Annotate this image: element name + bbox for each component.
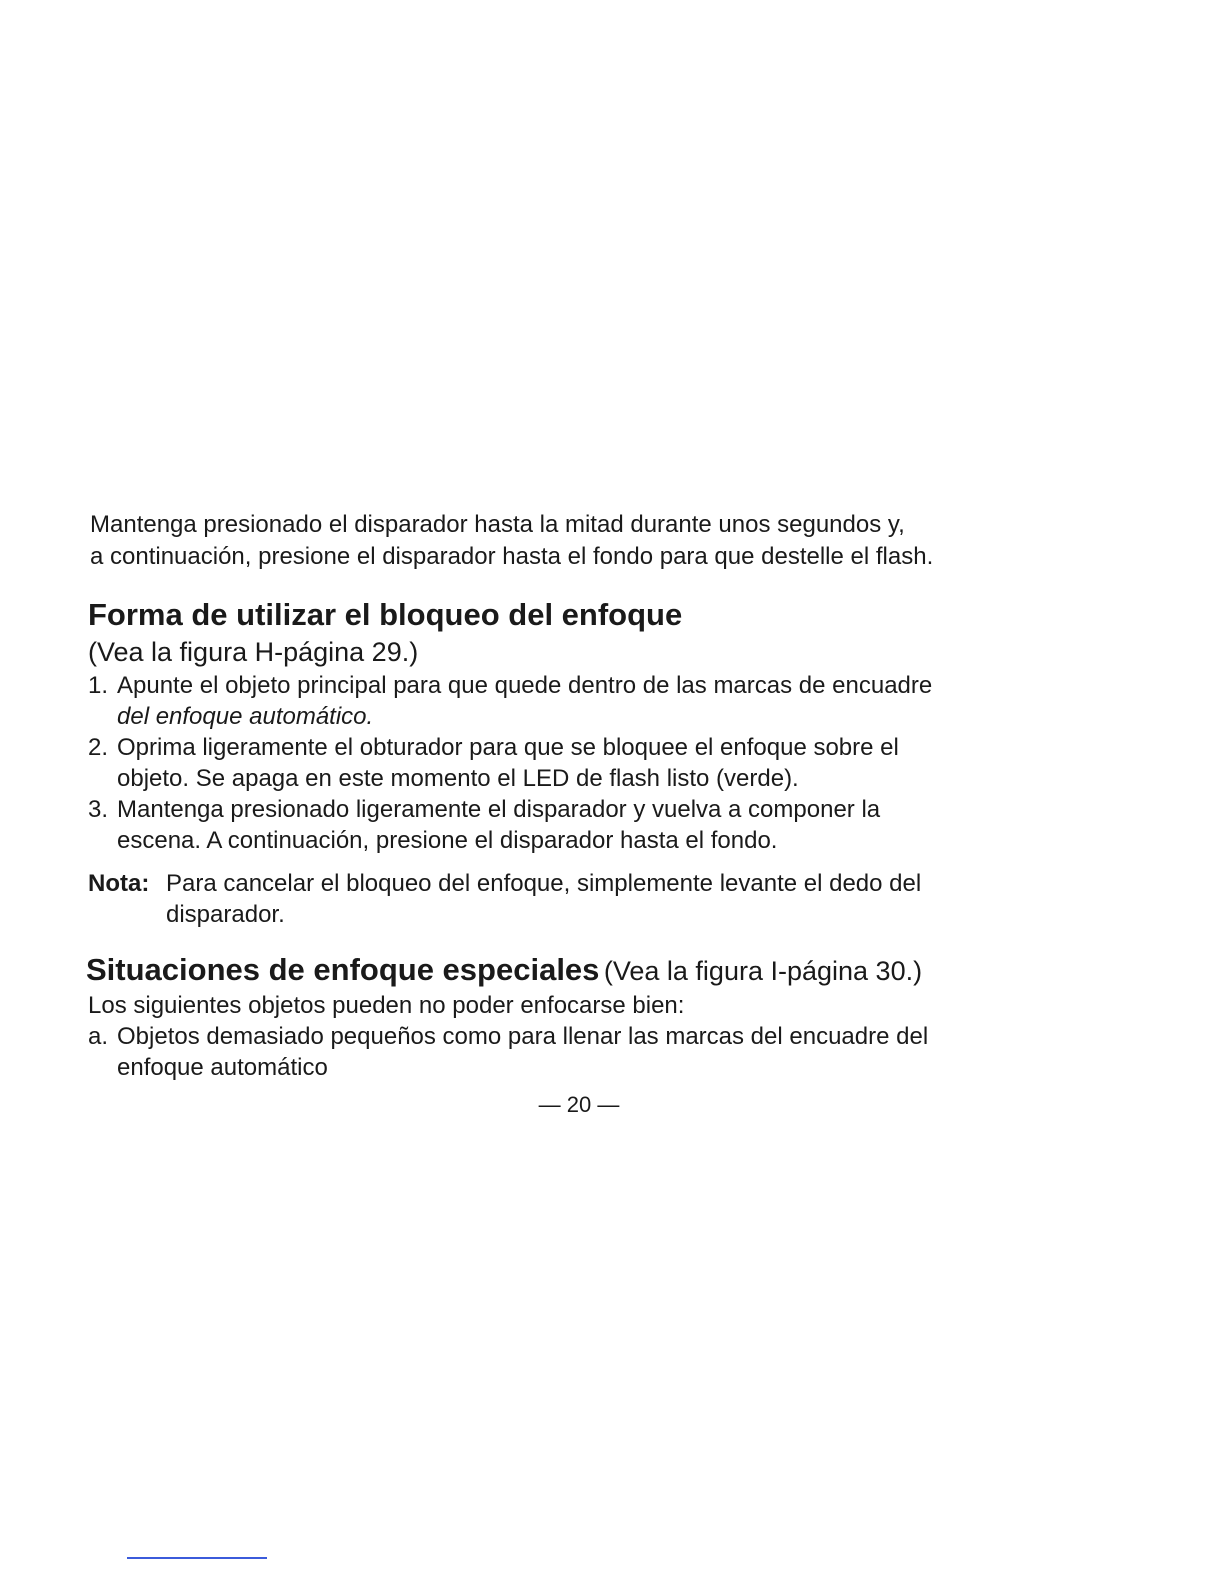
page-number: — 20 —: [538, 1092, 620, 1117]
item-text-line-1: Objetos demasiado pequeños como para llenar las marcas del encuadre del: [117, 1023, 929, 1050]
list-item: [88, 670, 1098, 732]
item-text-line-2: enfoque automático: [117, 1054, 328, 1081]
bottom-divider: [127, 1557, 267, 1559]
list-item: [88, 732, 1098, 794]
intro-paragraph: [90, 509, 1090, 573]
focus-lock-steps: [88, 670, 1098, 856]
intro-line-1: Mantenga presionado el disparador hasta la mitad durante unos segundos y,: [90, 511, 905, 538]
note-text-line-2: disparador.: [166, 901, 285, 928]
step-text-line-2: del enfoque automático.: [117, 703, 374, 730]
section-figure-reference: (Vea la figura H-página 29.): [88, 637, 419, 667]
section-lead-text: Los siguientes objetos pueden no poder enfocarse bien:: [88, 992, 685, 1019]
step-text-line-1: Apunte el objeto principal para que quede dentro de las marcas de encuadre: [117, 672, 933, 699]
step-text-line-2: escena. A continuación, presione el disparador hasta el fondo.: [117, 827, 778, 854]
step-text-line-2: objeto. Se apaga en este momento el LED de flash listo (verde).: [117, 765, 799, 792]
step-number: 3.: [88, 796, 109, 823]
step-text-line-1: Oprima ligeramente el obturador para que se bloquee el enfoque sobre el: [117, 734, 899, 761]
note-label: Nota:: [88, 870, 150, 897]
intro-line-2: a continuación, presione el disparador hasta el fondo para que destelle el flash.: [90, 543, 934, 570]
section-heading-title: Situaciones de enfoque especiales: [86, 952, 600, 987]
special-focus-items: [88, 1021, 1098, 1083]
section-figure-reference: (Vea la figura I-página 30.): [603, 956, 923, 986]
item-letter: a.: [88, 1023, 109, 1050]
step-number: 1.: [88, 672, 109, 699]
note-text-line-1: Para cancelar el bloqueo del enfoque, simplemente levante el dedo del: [166, 870, 922, 897]
note-block: [88, 868, 1088, 930]
step-text-line-1: Mantenga presionado ligeramente el disparador y vuelva a componer la: [117, 796, 881, 823]
list-item: [88, 1021, 1098, 1083]
step-number: 2.: [88, 734, 109, 761]
list-item: [88, 794, 1098, 856]
section-heading-focus-lock: Forma de utilizar el bloqueo del enfoque: [88, 597, 683, 632]
